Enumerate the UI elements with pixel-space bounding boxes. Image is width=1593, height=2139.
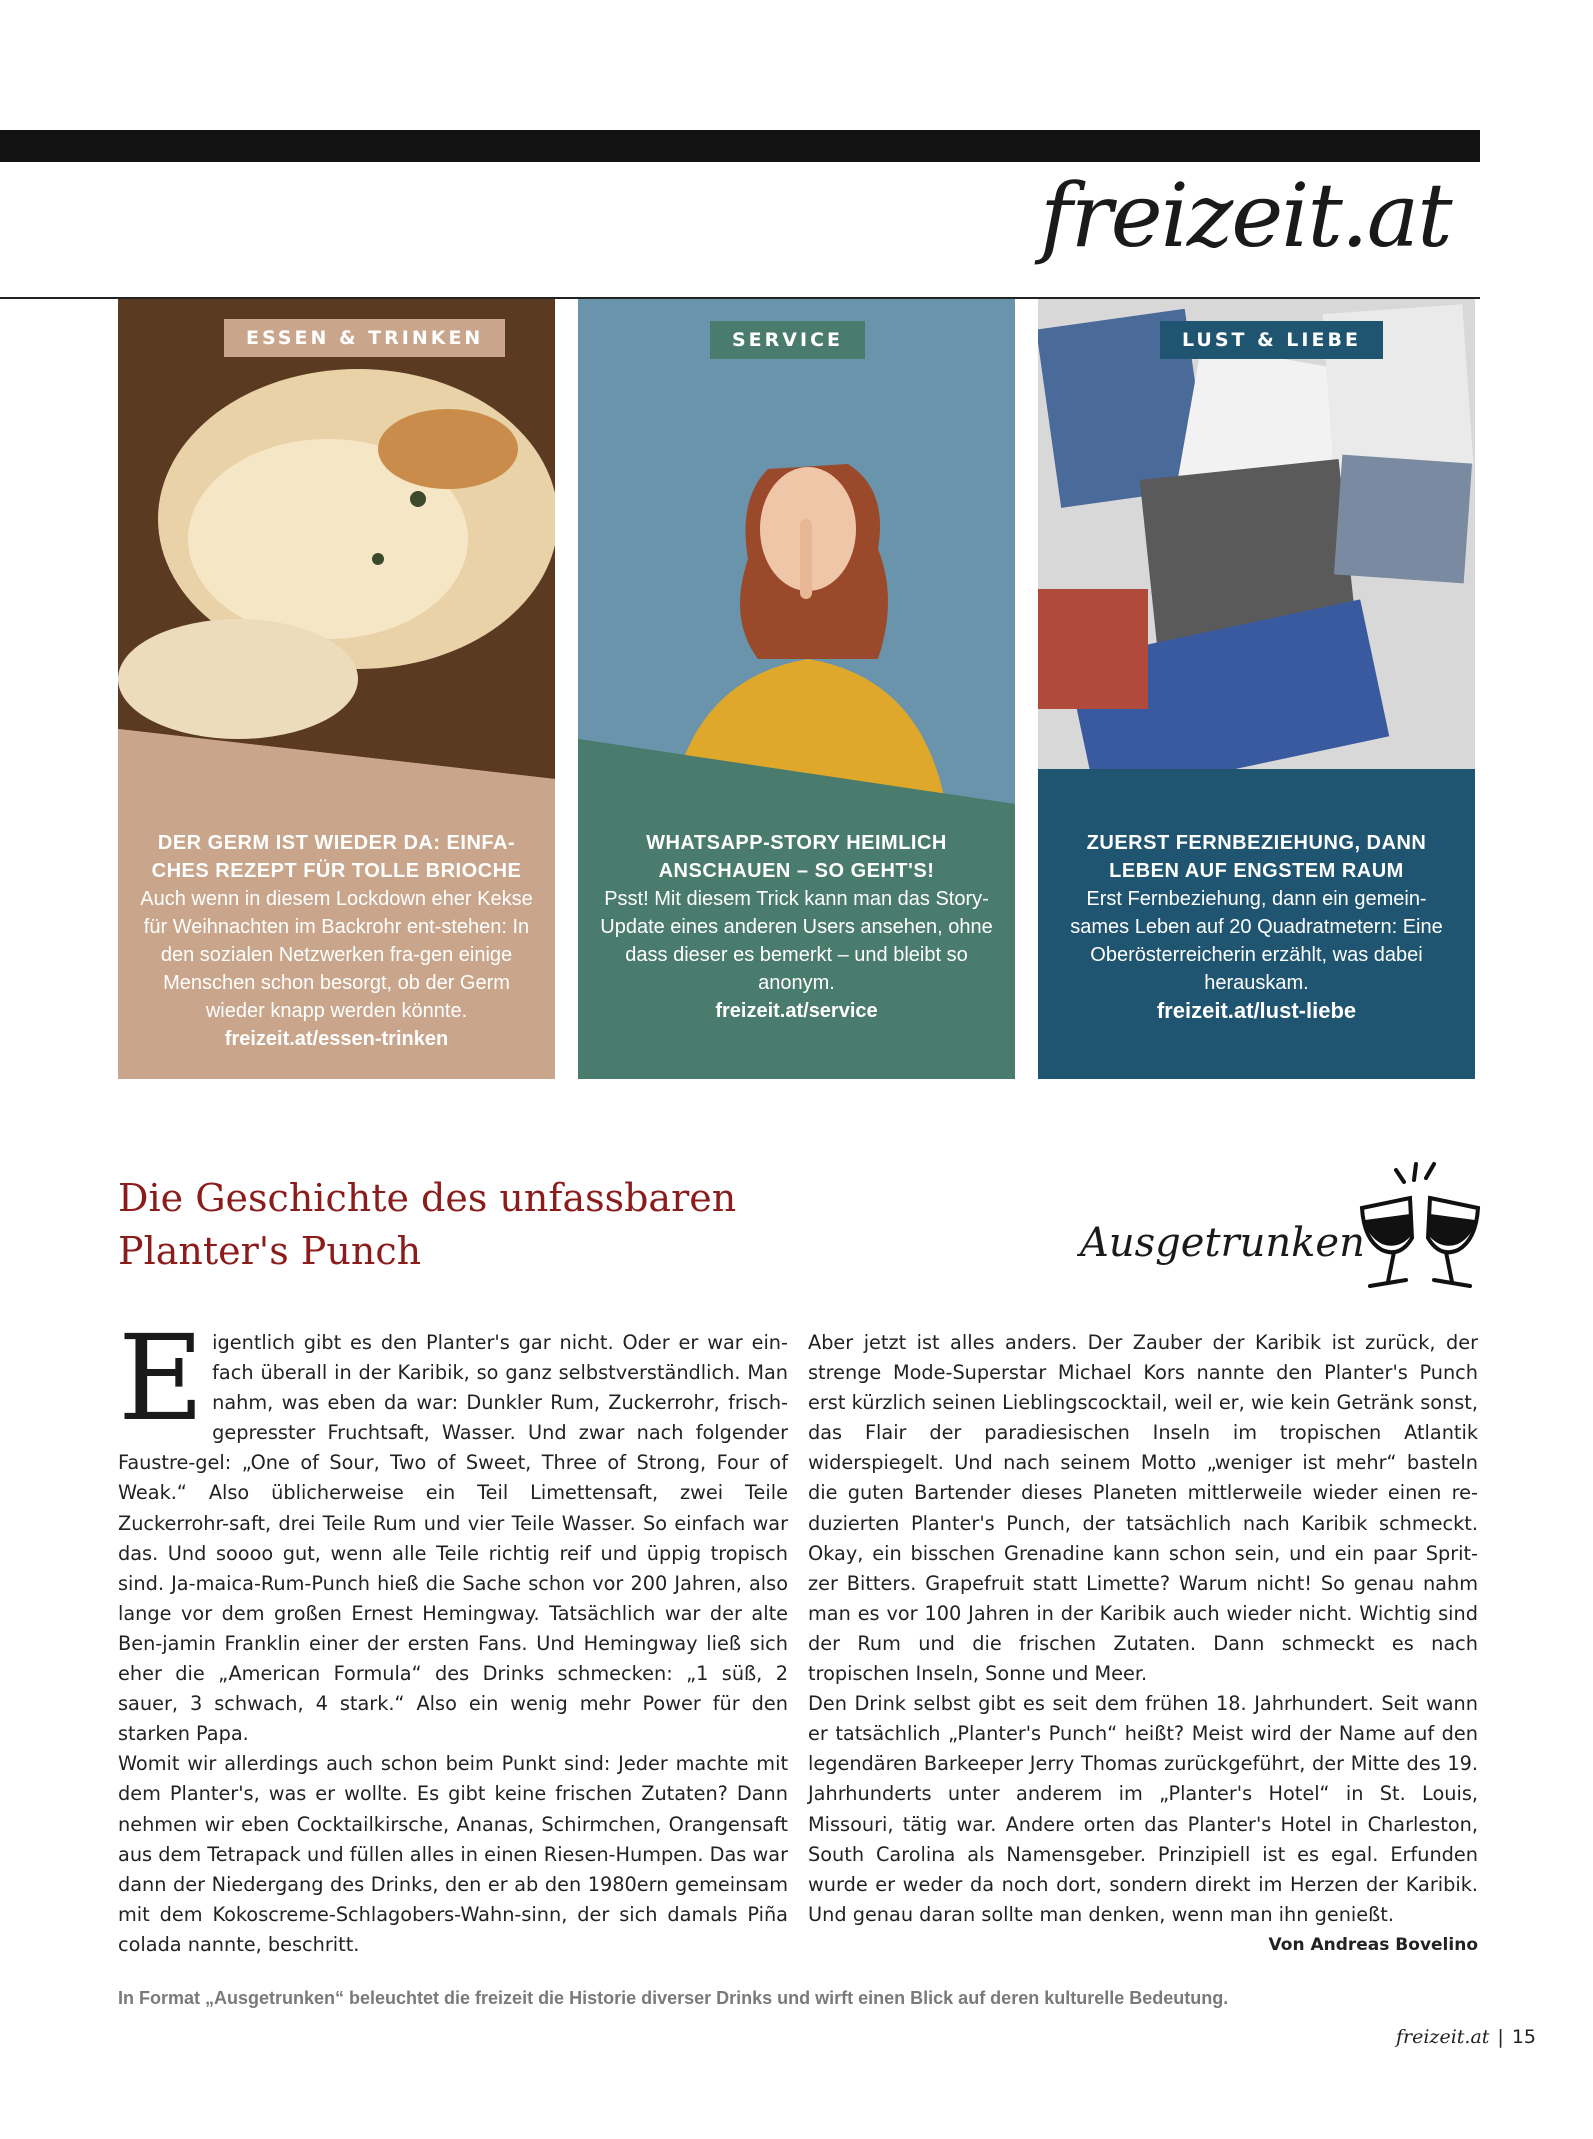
card-link[interactable]: freizeit.at/service (715, 1000, 878, 1022)
card-headline[interactable]: ZUERST FERNBEZIEHUNG, DANN LEBEN AUF ENGSTEM RAUM (1086, 832, 1427, 882)
article-headline (118, 1172, 736, 1278)
card-link[interactable]: freizeit.at/essen-trinken (224, 1028, 449, 1050)
page-footer (1396, 2026, 1536, 2048)
paragraph-text: Den Drink selbst gibt es seit dem frühen 18. Jahrhundert. Seit wann er tatsächlich „Planter's Punch“ heißt? Meist wird der Name auf den legendären Barkeeper Jerry Thomas zurückgeführt, der Mitte des 19. Jahrhunderts unter anderem im „Planter's Hotel“ in St. Louis, Missouri, tätig war. Andere orten das Planter's Hotel in Charleston, South Carolina als Namensgeber. Prinzipiell ist es egal. Erfunden wurde er weder da noch dort, sondern direkt im Herzen der Karibik. Und genau daran sollte man denken, wenn man ihn genießt. (808, 1692, 1478, 1926)
footnote: In Format „Ausgetrunken“ beleuchtet die freizeit die Historie diverser Drinks und wirft einen Blick auf deren kulturelle Bedeutung. (118, 1988, 1229, 2008)
drop-cap: E (118, 1309, 205, 1447)
byline: Von Andreas Bovelino (1268, 1934, 1478, 1955)
teaser-card-lust-liebe[interactable] (1038, 299, 1475, 1079)
headline-line-1: Die Geschichte des unfassbaren (118, 1176, 737, 1220)
paragraph (808, 1689, 1478, 1955)
category-tag[interactable]: ESSEN & TRINKEN (224, 319, 505, 357)
footer-separator: | (1497, 2026, 1504, 2048)
brand-logo: freizeit.at (1040, 164, 1451, 267)
headline-line-2: Planter's Punch (118, 1229, 422, 1273)
card-link[interactable]: freizeit.at/lust-liebe (1156, 998, 1357, 1023)
card-headline[interactable]: DER GERM IST WIEDER DA: EINFA-CHES REZEPT FÜR TOLLE BRIOCHE (151, 832, 522, 882)
category-tag[interactable]: LUST & LIEBE (1160, 321, 1383, 359)
article-column-2 (808, 1328, 1478, 1960)
top-bar (0, 130, 1480, 162)
paragraph (118, 1309, 788, 1749)
card-text (598, 829, 995, 1025)
teaser-card-essen-trinken[interactable] (118, 299, 555, 1079)
card-text (1058, 829, 1455, 1025)
teaser-card-service[interactable] (578, 299, 1015, 1079)
paragraph: Aber jetzt ist alles anders. Der Zauber der Karibik ist zurück, der strenge Mode-Superstar Michael Kors nannte den Planter's Punch erst kürzlich seinen Lieblingscocktail, weil er, wie kein Getränk sonst, das Flair der paradiesischen Inseln im tropischen Atlantik widerspiegelt. Und nach seinem Motto „weniger ist mehr“ basteln die guten Bartender dieses Planeten mittlerweile wieder einen re-duzierten Planter's Punch, der tatsächlich nach Karibik schmeckt. Okay, ein bisschen Grenadine kann schon sein, und ein paar Sprit-zer Bitters. Grapefruit statt Limette? Warum nicht! So genau nahm man es vor 100 Jahren in der Karibik auch wieder nicht. Wichtig sind der Rum und die frischen Zutaten. Dann schmeckt es nach tropischen Inseln, Sonne und Meer. (808, 1331, 1478, 1686)
category-tag[interactable]: SERVICE (710, 321, 865, 359)
card-body: Auch wenn in diesem Lockdown eher Kekse für Weihnachten im Backrohr ent-stehen: In den sozialen Netzwerken fra-gen einige Menschen schon besorgt, ob der Germ wieder knapp werden könnte. (140, 888, 533, 1022)
card-body: Erst Fernbeziehung, dann ein gemein-sames Leben auf 20 Quadratmetern: Eine Oberösterreicherin erzählt, was dabei herauskam. (1070, 888, 1443, 994)
wine-glasses-icon (1340, 1158, 1500, 1298)
paragraph: Womit wir allerdings auch schon beim Punkt sind: Jeder machte mit dem Planter's, was er wollte. Es gibt keine frischen Zutaten? Dann nehmen wir eben Cocktailkirsche, Ananas, Schirmchen, Orangensaft aus dem Tetrapack und füllen alles in einen Riesen-Humpen. Das war dann der Niedergang des Drinks, den er ab den 1980ern gemeinsam mit dem Kokoscreme-Schlagobers-Wahn-sinn, der sich damals Piña colada nannte, beschritt. (118, 1752, 788, 1956)
section-name: Ausgetrunken (1080, 1220, 1365, 1266)
card-headline[interactable]: WHATSAPP-STORY HEIMLICH ANSCHAUEN – SO GEHT'S! (646, 832, 947, 882)
footer-brand: freizeit.at (1396, 2026, 1490, 2048)
card-body: Psst! Mit diesem Trick kann man das Story-Update eines anderen Users ansehen, ohne dass dieser es bemerkt – und bleibt so anonym. (600, 888, 993, 994)
article-column-1 (118, 1309, 788, 1960)
page-number: 15 (1511, 2026, 1536, 2048)
card-text (138, 829, 535, 1053)
paragraph-text: igentlich gibt es den Planter's gar nicht. Oder er war ein-fach überall in der Karibik, so ganz selbstverständlich. Man nahm, was eben da war: Dunkler Rum, Zuckerrohr, frisch-gepresster Fruchtsaft, Wasser. Und zwar nach folgender Faustre-gel: „One of Sour, Two of Sweet, Three of Strong, Four of Weak.“ Also üblicherweise ein Teil Limettensaft, zwei Teile Zuckerrohr-saft, drei Teile Rum und vier Teile Wasser. So einfach war das. Und soooo gut, wenn alle Teile richtig reif und üppig tropisch sind. Ja-maica-Rum-Punch hieß die Sache schon vor 200 Jahren, also lange vor dem großen Ernest Hemingway. Tatsächlich war der alte Ben-jamin Franklin einer der ersten Fans. Und Hemingway ließ sich eher die „American Formula“ des Drinks schmecken: „1 süß, 2 sauer, 3 schwach, 4 stark.“ Also ein wenig mehr Power für den starken Papa. (118, 1331, 788, 1746)
